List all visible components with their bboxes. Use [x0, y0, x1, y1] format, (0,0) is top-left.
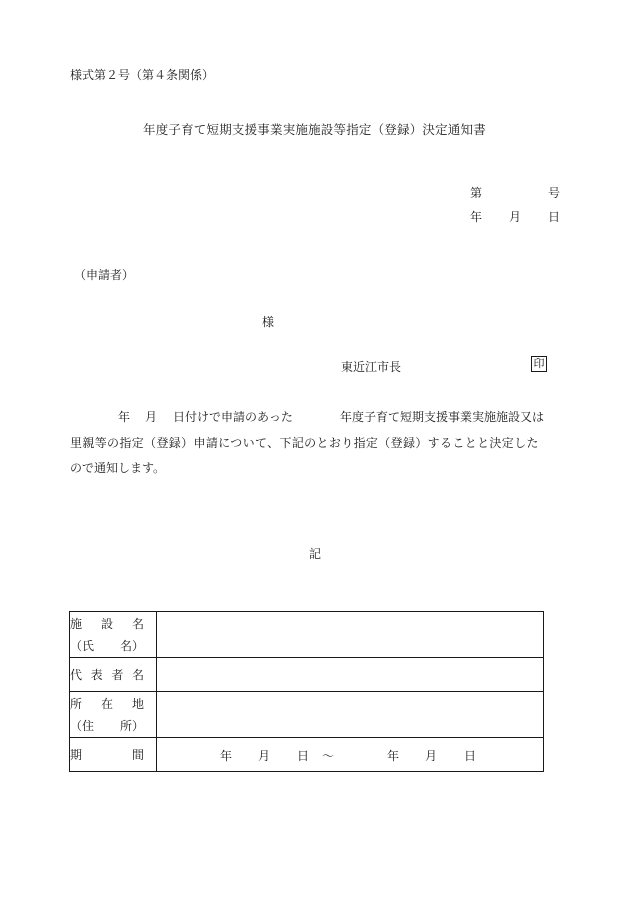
honorific: 様 — [262, 315, 275, 329]
ki-heading: 記 — [309, 547, 322, 561]
body-line-2: 里親等の指定（登録）申請について、下記のとおり指定（登録）することと決定した — [70, 436, 539, 450]
label-char: 表 — [90, 668, 103, 682]
table-row-location — [70, 692, 544, 738]
applicant-label: （申請者） — [74, 268, 135, 282]
label-char: （氏 — [70, 638, 95, 653]
body-line-3: ので通知します。 — [70, 461, 166, 475]
location-label — [70, 692, 157, 738]
start-year: 年 — [220, 749, 233, 763]
representative-label — [70, 658, 157, 692]
date-day: 日 — [548, 210, 561, 224]
period-label — [70, 738, 157, 772]
end-year: 年 — [387, 749, 400, 763]
location-value[interactable] — [157, 692, 544, 738]
label-char: 施 — [70, 616, 83, 631]
body-year: 年 — [118, 410, 131, 424]
label-char: 在 — [100, 696, 113, 711]
label-char: 名） — [119, 638, 144, 653]
label-char: 設 — [100, 616, 113, 631]
label-char: 名 — [131, 616, 144, 631]
label-char: 期 — [70, 748, 83, 762]
label-char: 代 — [70, 668, 83, 682]
label-char: 所） — [119, 718, 144, 733]
end-month: 月 — [425, 749, 438, 763]
facility-name-label — [70, 612, 157, 658]
form-number: 様式第２号（第４条関係） — [70, 68, 215, 82]
label-char: 者 — [111, 668, 124, 682]
number-prefix: 第 — [470, 186, 483, 200]
date-month: 月 — [509, 210, 522, 224]
label-char: 間 — [131, 748, 144, 762]
facility-name-value[interactable] — [157, 612, 544, 658]
body-fiscal-text: 年度子育て短期支援事業実施施設又は — [340, 410, 545, 424]
period-tilde: ～ — [322, 749, 335, 763]
table-row-facility — [70, 612, 544, 658]
record-table — [69, 611, 544, 772]
label-char: 所 — [70, 696, 83, 711]
end-day: 日 — [464, 749, 477, 763]
table-row-period — [70, 738, 544, 772]
table-row-representative — [70, 658, 544, 692]
period-value[interactable] — [157, 738, 544, 772]
label-char: （住 — [70, 718, 95, 733]
label-char: 名 — [131, 668, 144, 682]
start-day: 日 — [297, 749, 310, 763]
body-month: 月 — [145, 410, 158, 424]
issuer-name: 東近江市長 — [341, 360, 402, 374]
label-char: 地 — [131, 696, 144, 711]
body-date-text: 日付けで申請のあった — [173, 410, 293, 424]
seal-mark: 印 — [531, 356, 547, 372]
start-month: 月 — [258, 749, 271, 763]
representative-value[interactable] — [157, 658, 544, 692]
document-title: 年度子育て短期支援事業実施施設等指定（登録）決定通知書 — [143, 122, 486, 137]
date-year: 年 — [470, 210, 483, 224]
number-suffix: 号 — [548, 186, 561, 200]
